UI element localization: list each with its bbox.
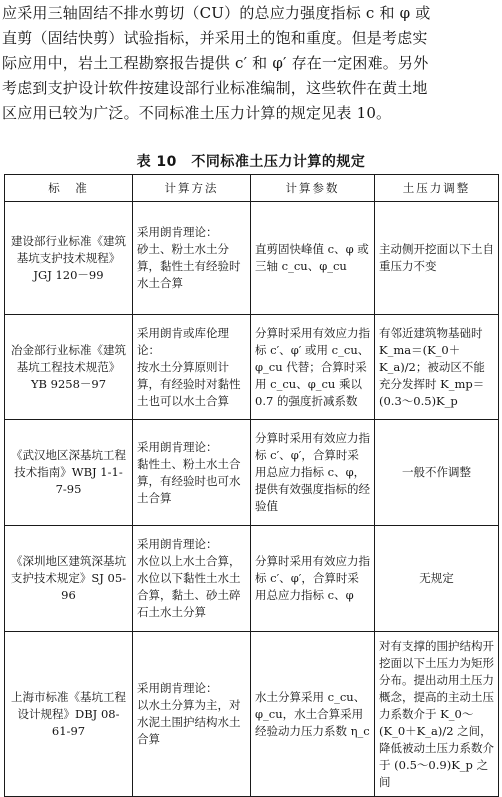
table-row (5, 420, 499, 526)
table-row (5, 632, 499, 797)
header-method: 计算方法 (133, 175, 251, 202)
table-header-row (5, 175, 499, 202)
table-row (5, 315, 499, 420)
table-row (5, 526, 499, 632)
cell-method: 采用朗肯理论： 水位以上水土合算，水位以下黏性土水土合算，黏土、砂土碎石土水土分算 (133, 526, 251, 632)
paragraph-line: 考虑到支护设计软件按建设部行业标准编制，这些软件在黄土地 (2, 79, 428, 97)
cell-method: 采用朗肯理论： 黏性土、粉土水土合算，有经验时也可水土合算 (133, 420, 251, 526)
table-row (5, 202, 499, 315)
cell-standard: 冶金部行业标准《建筑基坑工程技术规范》YB 9258－97 (5, 315, 133, 420)
cell-params: 分算时采用有效应力指标 c′、φ′ 或用 c_cu、φ_cu 代替；合算时采用 c_cu、φ_cu 乘以 0.7 的强度折减系数 (251, 315, 375, 420)
cell-adjust: 对有支撑的围护结构开挖面以下土压力为矩形分布。提出动用土压力概念，提高的主动土压力系数介于 K_0～(K_0＋K_a)/2 之间，降低被动土压力系数介于 (0.5～0.9)K_p 之间 (375, 632, 499, 797)
paragraph-line: 际应用中，岩土工程勘察报告提供 c′ 和 φ′ 存在一定困难。另外 (2, 54, 429, 72)
header-standard: 标 准 (5, 175, 133, 202)
cell-standard: 上海市标准《基坑工程设计规程》DBJ 08-61-97 (5, 632, 133, 797)
cell-adjust: 一般不作调整 (375, 420, 499, 526)
cell-params: 水土分算采用 c_cu、φ_cu，水土合算采用经验动力压力系数 η_c (251, 632, 375, 797)
cell-method: 采用朗肯理论： 以水土分算为主，对水泥土围护结构水土合算 (133, 632, 251, 797)
paragraph-line: 区应用已较为广泛。不同标准土压力计算的规定见表 10。 (2, 104, 392, 122)
cell-standard: 建设部行业标准《建筑基坑支护技术规程》JGJ 120－99 (5, 202, 133, 315)
cell-standard: 《深圳地区建筑深基坑支护技术规定》SJ 05-96 (5, 526, 133, 632)
table-caption: 表 10 不同标准土压力计算的规定 (136, 154, 366, 170)
cell-adjust: 无规定 (375, 526, 499, 632)
header-params: 计算参数 (251, 175, 375, 202)
standards-table (4, 174, 499, 797)
paragraph-line: 应采用三轴固结不排水剪切（CU）的总应力强度指标 c 和 φ 或 (2, 4, 431, 22)
cell-standard: 《武汉地区深基坑工程技术指南》WBJ 1-1-7-95 (5, 420, 133, 526)
cell-params: 分算时采用有效应力指标 c′、φ′，合算时采用总应力指标 c、φ，提供有效强度指标的经验值 (251, 420, 375, 526)
paragraph-line: 直剪（固结快剪）试验指标，并采用土的饱和重度。但是考虑实 (2, 29, 428, 47)
cell-params: 直剪固快峰值 c、φ 或三轴 c_cu、φ_cu (251, 202, 375, 315)
cell-method: 采用朗肯理论： 砂土、粉土水土分算，黏性土有经验时水土合算 (133, 202, 251, 315)
cell-adjust: 有邻近建筑物基础时 K_ma＝(K_0＋K_a)/2；被动区不能充分发挥时 K_mp＝(0.3～0.5)K_p (375, 315, 499, 420)
cell-params: 分算时采用有效应力指标 c′、φ′，合算时采用总应力指标 c、φ (251, 526, 375, 632)
cell-method: 采用朗肯或库伦理论： 按水土分算原则计算，有经验时对黏性土也可以水土合算 (133, 315, 251, 420)
header-adjust: 土压力调整 (375, 175, 499, 202)
cell-adjust: 主动侧开挖面以下土自重压力不变 (375, 202, 499, 315)
body-paragraph (2, 1, 500, 126)
